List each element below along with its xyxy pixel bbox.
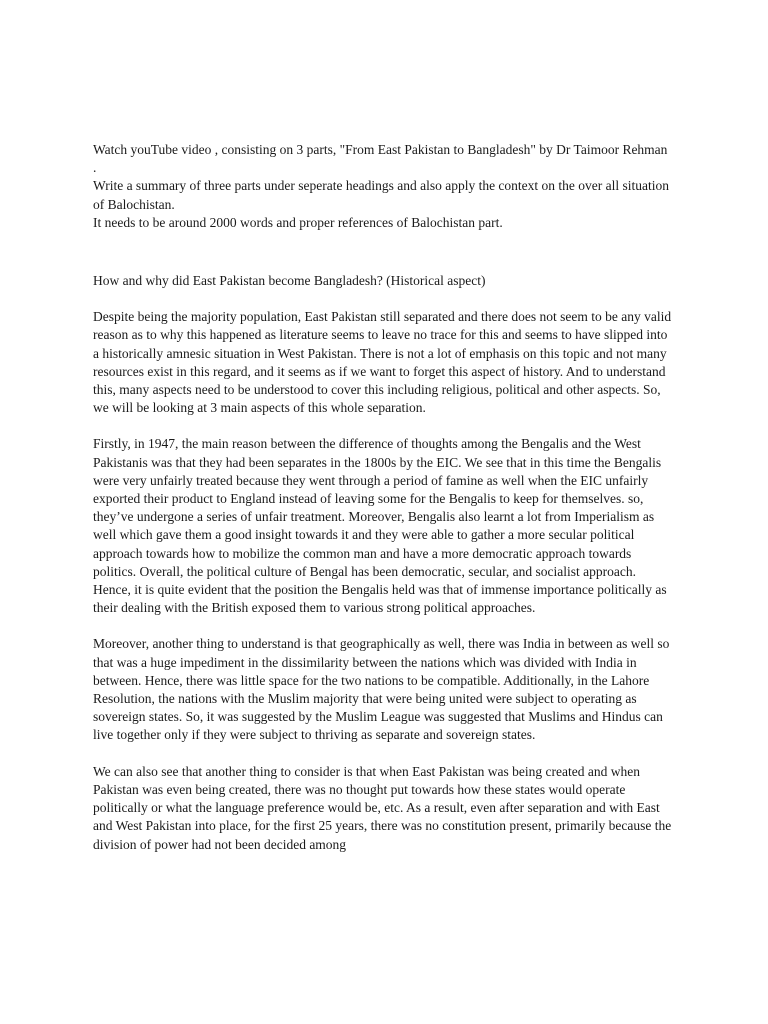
spacer [93,417,673,435]
spacer [93,617,673,635]
body-paragraph-2: Firstly, in 1947, the main reason between the difference of thoughts among the Bengalis and the West Pakistanis was that they had been separates in the 1800s by the EIC. We see that in this time the Bengalis were very unfairly treated because they went through a period of famine as well when the EIC unfairly exported their product to England instead of leaving some for the Bengalis to keep for themselves. so, they’ve undergone a series of unfair treatment. Moreover, Bengalis also learnt a lot from Imperialism as well which gave them a good insight towards it and they were able to gather a more secular political approach towards how to mobilize the common man and have a more democratic approach towards politics. Overall, the political culture of Bengal has been democratic, secular, and socialist approach. Hence, it is quite evident that the position the Bengalis held was that of immense importance politically as their dealing with the British exposed them to various strong political approaches. [93,436,667,616]
body-paragraph-1: Despite being the majority population, East Pakistan still separated and there does not seem to be any valid reason as to why this happened as literature seems to leave no trace for this and seems to have slipped into a historically amnesic situation in West Pakistan. There is not a lot of emphasis on this topic and not many resources exist in this regard, and it seems as if we want to forget this aspect of history. And to understand this, many aspects need to be understood to cover this including religious, political and other aspects. So, we will be looking at 3 main aspects of this whole separation. [93,309,672,416]
instruction-line-1: Watch youTube video , consisting on 3 parts, "From East Pakistan to Bangladesh" by Dr Taimoor Rehman . [93,142,668,176]
section-heading: How and why did East Pakistan become Bangladesh? (Historical aspect) [93,273,486,289]
spacer [93,232,673,272]
document-page [93,141,673,854]
instruction-line-2: Write a summary of three parts under seperate headings and also apply the context on the over all situation of Balochistan. [93,178,670,212]
body-paragraph-3: Moreover, another thing to understand is that geographically as well, there was India in between as well so that was a huge impediment in the dissimilarity between the nations which was divided with India in between. Hence, there was little space for the two nations to be compatible. Additionally, in the Lahore Resolution, the nations with the Muslim majority that were being united were subject to operating as sovereign states. So, it was suggested by the Muslim League was suggested that Muslims and Hindus can live together only if they were subject to thriving as separate and sovereign states. [93,636,670,743]
spacer [93,290,673,308]
instruction-line-3: It needs to be around 2000 words and proper references of Balochistan part. [93,214,503,230]
spacer [93,745,673,763]
body-paragraph-4: We can also see that another thing to consider is that when East Pakistan was being created and when Pakistan was even being created, there was no thought put towards how these states would operate politically or what the language preference would be, etc. As a result, even after separation and with East and West Pakistan into place, for the first 25 years, there was no constitution present, primarily because the division of power had not been decided among [93,763,672,852]
